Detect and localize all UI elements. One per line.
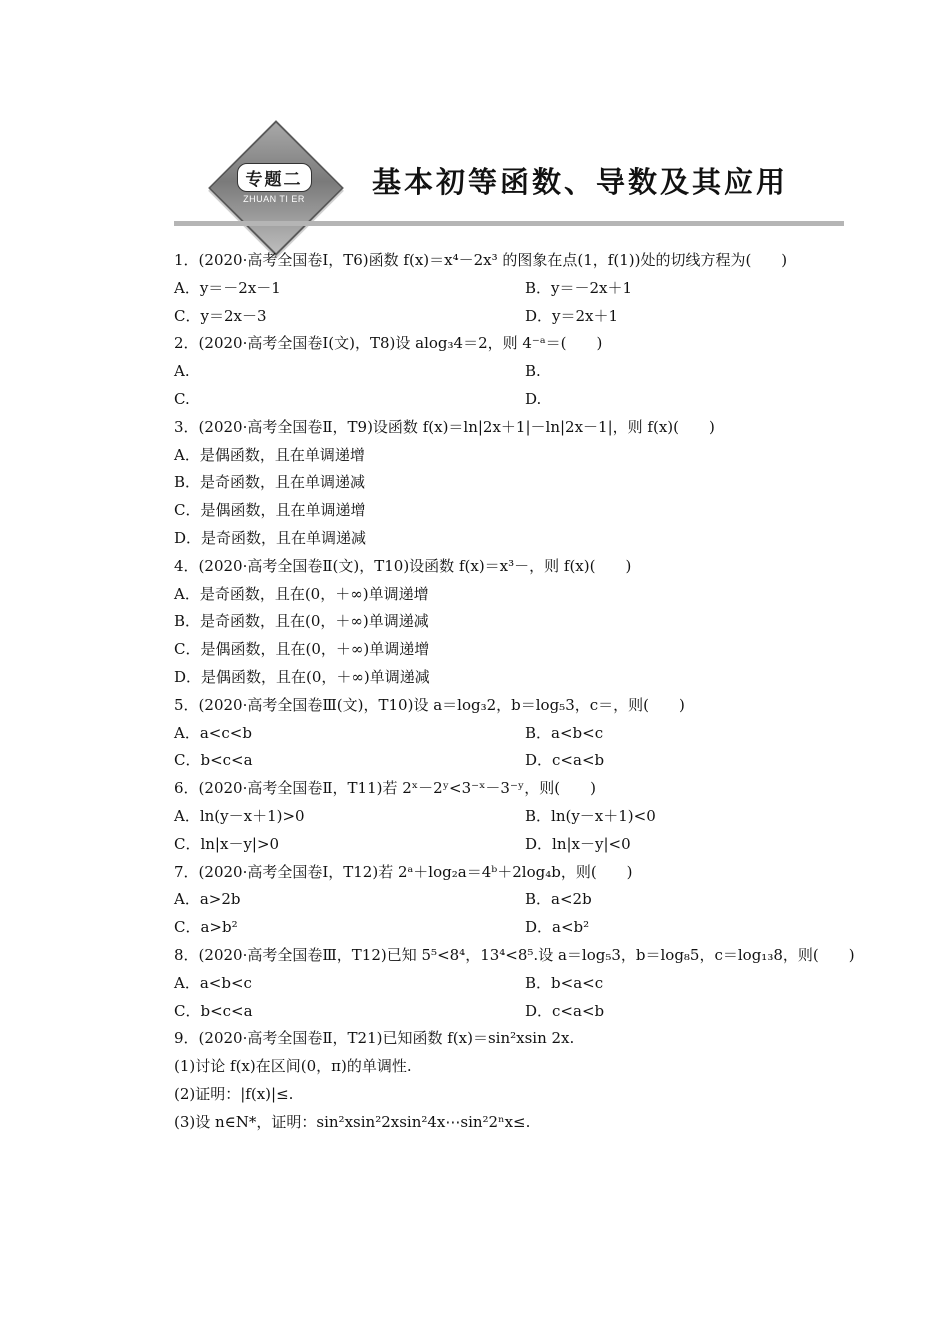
option-row [174, 831, 834, 859]
option-row [174, 886, 834, 914]
option-row [174, 303, 834, 331]
question-line: 5．(2020·高考全国卷Ⅲ(文)，T10)设 a＝log₃2，b＝log₅3，c＝，则( ) [174, 695, 685, 714]
option-row [174, 998, 834, 1026]
option-right: D．a<b² [525, 918, 590, 937]
option-left: A．a<c<b [174, 723, 252, 742]
question-line: (1)讨论 f(x)在区间(0，π)的单调性. [174, 1057, 412, 1076]
option-row [174, 970, 834, 998]
question-line: 4．(2020·高考全国卷Ⅱ(文)，T10)设函数 f(x)＝x³－，则 f(x)( ) [174, 556, 632, 575]
question-line: 9．(2020·高考全国卷Ⅱ，T21)已知函数 f(x)＝sin²xsin 2x. [174, 1029, 575, 1048]
option-right: D．ln|x－y|<0 [525, 834, 631, 853]
chapter-badge-label [214, 163, 334, 213]
option-left: C. [174, 389, 190, 408]
option-row [174, 747, 834, 775]
question-line: C．是偶函数，且在(0，＋∞)单调递增 [174, 640, 430, 659]
option-right: B．a<2b [525, 890, 592, 909]
question-line: D．是偶函数，且在(0，＋∞)单调递减 [174, 667, 430, 686]
question-line: A．是偶函数，且在单调递增 [174, 445, 365, 464]
question-line: (2)证明：|f(x)|≤. [174, 1084, 294, 1103]
chapter-badge-subtitle: ZHUAN TI ER [243, 194, 305, 204]
option-row [174, 720, 834, 748]
question-line: 3．(2020·高考全国卷Ⅱ，T9)设函数 f(x)＝ln|2x＋1|－ln|2x－1|，则 f(x)( ) [174, 417, 715, 436]
header-divider [174, 221, 844, 226]
question-list [174, 247, 855, 1137]
question-line: 6．(2020·高考全国卷Ⅱ，T11)若 2ˣ－2ʸ<3⁻ˣ－3⁻ʸ，则( ) [174, 779, 596, 798]
option-left: A．y＝－2x－1 [174, 278, 281, 297]
option-left: A. [174, 362, 190, 381]
question-line: B．是奇函数，且在单调递减 [174, 473, 366, 492]
question-line: D．是奇函数，且在单调递减 [174, 528, 367, 547]
option-left: C．ln|x－y|>0 [174, 834, 280, 853]
option-left: C．b<c<a [174, 1001, 253, 1020]
option-left: A．ln(y－x＋1)>0 [174, 806, 305, 825]
option-left: A．a<b<c [174, 973, 252, 992]
question-line: B．是奇函数，且在(0，＋∞)单调递减 [174, 612, 429, 631]
question-line: 1．(2020·高考全国卷Ⅰ，T6)函数 f(x)＝x⁴－2x³ 的图象在点(1，f(1))处的切线方程为( ) [174, 251, 788, 269]
option-row [174, 275, 834, 303]
chapter-title: 基本初等函数、导数及其应用 [372, 165, 789, 199]
option-right: B．ln(y－x＋1)<0 [525, 806, 656, 825]
question-line: 7．(2020·高考全国卷Ⅰ，T12)若 2ᵃ＋log₂a＝4ᵇ＋2log₄b，则( ) [174, 862, 633, 881]
option-right: D. [525, 389, 542, 408]
option-left: C．y＝2x－3 [174, 306, 267, 325]
question-line: A．是奇函数，且在(0，＋∞)单调递增 [174, 584, 429, 603]
question-line: (3)设 n∈N*，证明：sin²xsin²2xsin²4x⋯sin²2ⁿx≤. [174, 1112, 531, 1131]
option-left: C．a>b² [174, 918, 238, 937]
option-right: B. [525, 362, 541, 381]
option-row [174, 358, 834, 386]
option-right: B．a<b<c [525, 723, 604, 742]
chapter-badge-title: 专题二 [237, 163, 312, 192]
option-right: D．c<a<b [525, 1001, 605, 1020]
chapter-header [0, 0, 950, 260]
option-row [174, 386, 834, 414]
option-row [174, 803, 834, 831]
option-right: D．y＝2x＋1 [525, 306, 619, 325]
option-left: A．a>2b [174, 890, 241, 909]
option-right: B．b<a<c [525, 973, 604, 992]
option-right: B．y＝－2x＋1 [525, 278, 633, 297]
question-line: C．是偶函数，且在单调递增 [174, 501, 366, 520]
question-line: 2．(2020·高考全国卷Ⅰ(文)，T8)设 alog₃4＝2，则 4⁻ᵃ＝( ) [174, 334, 603, 353]
option-row [174, 914, 834, 942]
question-line: 8．(2020·高考全国卷Ⅲ，T12)已知 5⁵<8⁴，13⁴<8⁵.设 a＝log₅3，b＝log₈5，c＝log₁₃8，则( ) [174, 945, 855, 964]
option-right: D．c<a<b [525, 751, 605, 770]
option-left: C．b<c<a [174, 751, 253, 770]
